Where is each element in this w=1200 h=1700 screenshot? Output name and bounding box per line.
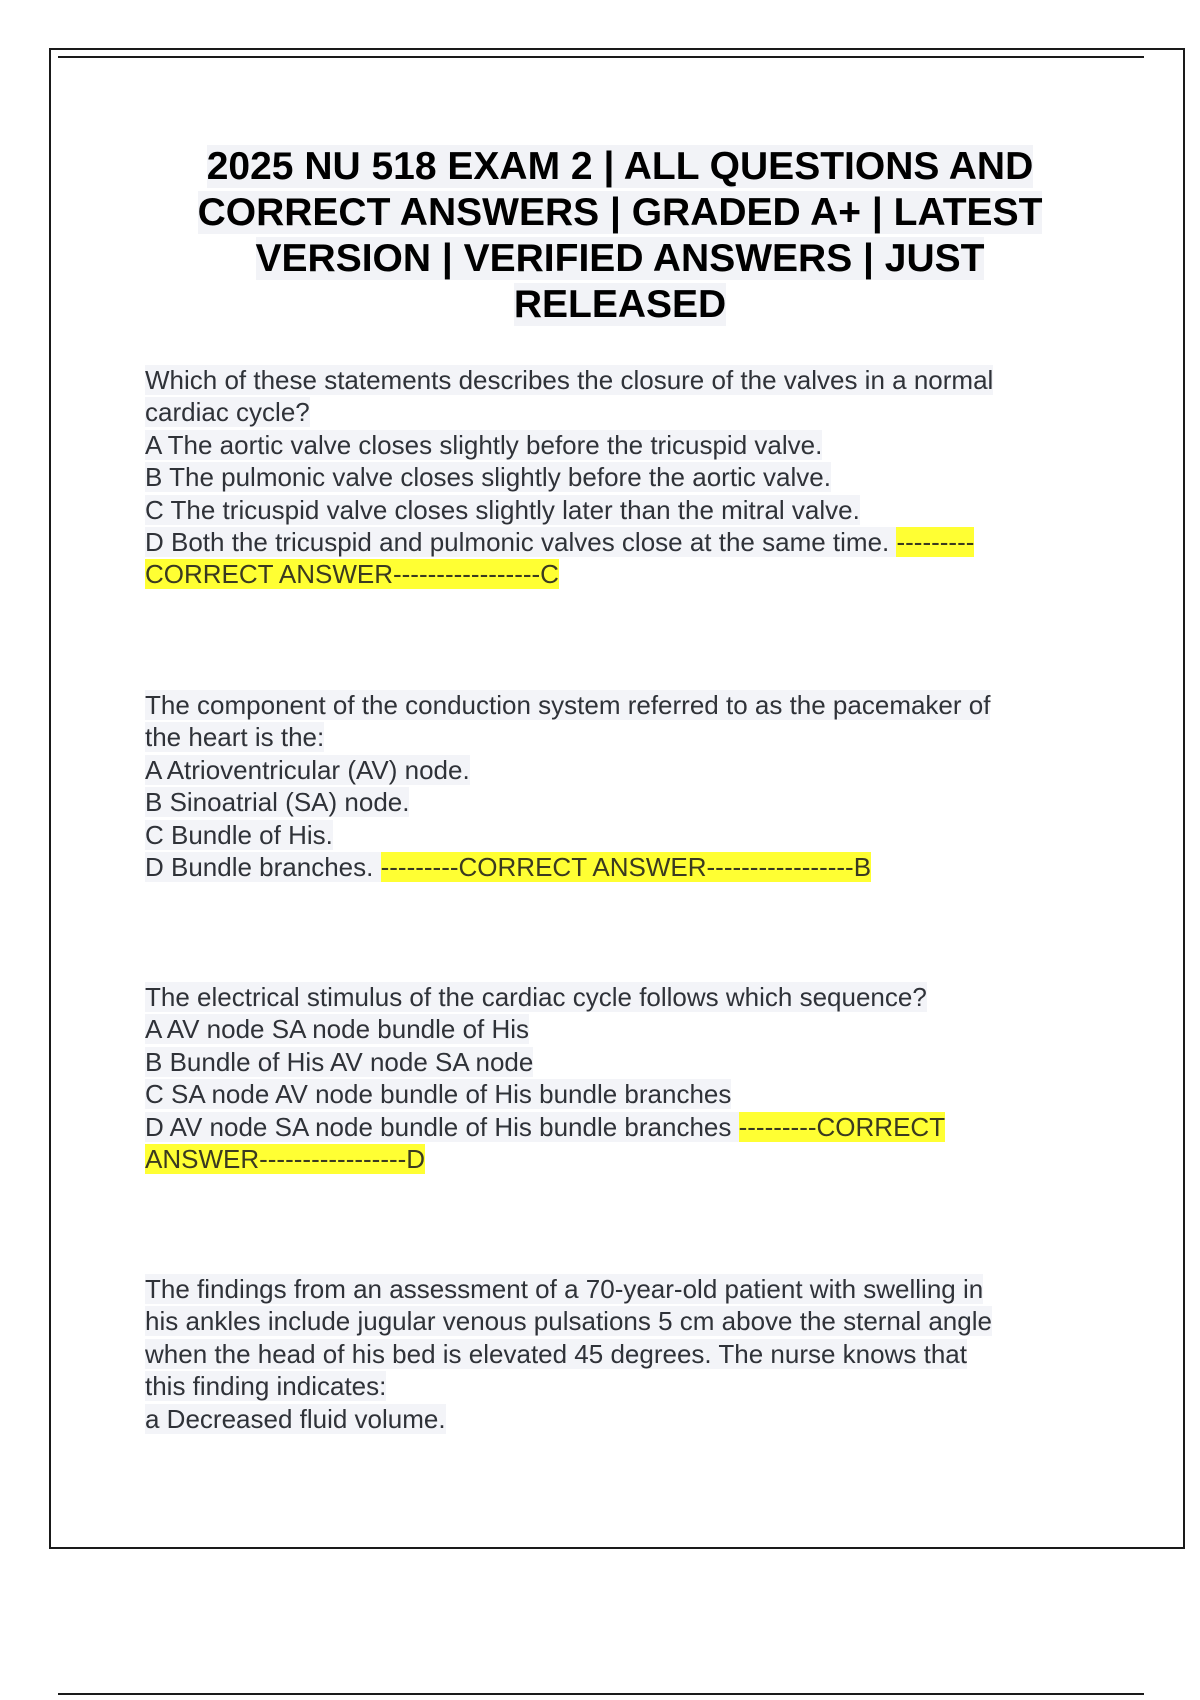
answer-option-d: D Both the tricuspid and pulmonic valves close at the same time. — [145, 527, 897, 558]
document-title — [160, 144, 1080, 328]
question-stem-line: this finding indicates: — [145, 1371, 387, 1402]
answer-option-c: C The tricuspid valve closes slightly later than the mitral valve. — [145, 494, 860, 525]
answer-option-c: C Bundle of His. — [145, 819, 333, 850]
answer-option-b: B Sinoatrial (SA) node. — [145, 787, 410, 818]
title-line-1: 2025 NU 518 EXAM 2 | ALL QUESTIONS AND — [206, 145, 1034, 188]
answer-option-a: a Decreased fluid volume. — [145, 1403, 446, 1434]
question-stem-line: his ankles include jugular venous pulsations 5 cm above the sternal angle — [145, 1306, 992, 1337]
question-block-3 — [145, 981, 1080, 1175]
title-line-4: RELEASED — [513, 283, 727, 326]
question-stem-line: The component of the conduction system referred to as the pacemaker of — [145, 690, 991, 720]
correct-answer-highlight: ANSWER-----------------D — [145, 1144, 426, 1175]
answer-option-d: D Bundle branches. — [145, 852, 381, 883]
top-rule — [58, 56, 1144, 58]
answer-option-b: B The pulmonic valve closes slightly before the aortic valve. — [145, 462, 831, 493]
question-stem-line: cardiac cycle? — [145, 397, 310, 428]
question-stem-line: the heart is the: — [145, 722, 325, 753]
question-stem-line: Which of these statements describes the closure of the valves in a normal — [145, 365, 994, 395]
correct-answer-highlight: --------- — [896, 527, 975, 558]
question-stem-line: when the head of his bed is elevated 45 degrees. The nurse knows that — [145, 1338, 967, 1369]
question-block-2 — [145, 689, 1080, 883]
correct-answer-highlight: ---------CORRECT ANSWER-----------------B — [380, 852, 872, 883]
question-block-4 — [145, 1273, 1080, 1435]
title-line-3: VERSION | VERIFIED ANSWERS | JUST — [255, 237, 985, 280]
bottom-rule — [58, 1693, 1144, 1695]
question-block-1 — [145, 364, 1080, 591]
correct-answer-highlight: ---------CORRECT — [738, 1111, 946, 1142]
title-line-2: CORRECT ANSWERS | GRADED A+ | LATEST — [197, 191, 1043, 234]
answer-option-d: D AV node SA node bundle of His bundle branches — [145, 1111, 739, 1142]
question-stem-line: The electrical stimulus of the cardiac cycle follows which sequence? — [145, 982, 927, 1012]
answer-option-a: A Atrioventricular (AV) node. — [145, 754, 470, 785]
answer-option-a: A AV node SA node bundle of His — [145, 1014, 530, 1045]
answer-option-c: C SA node AV node bundle of His bundle branches — [145, 1079, 732, 1110]
correct-answer-highlight: CORRECT ANSWER-----------------C — [145, 559, 559, 590]
question-stem-line: The findings from an assessment of a 70-year-old patient with swelling in — [145, 1274, 984, 1304]
answer-option-a: A The aortic valve closes slightly before the tricuspid valve. — [145, 429, 823, 460]
answer-option-b: B Bundle of His AV node SA node — [145, 1046, 534, 1077]
